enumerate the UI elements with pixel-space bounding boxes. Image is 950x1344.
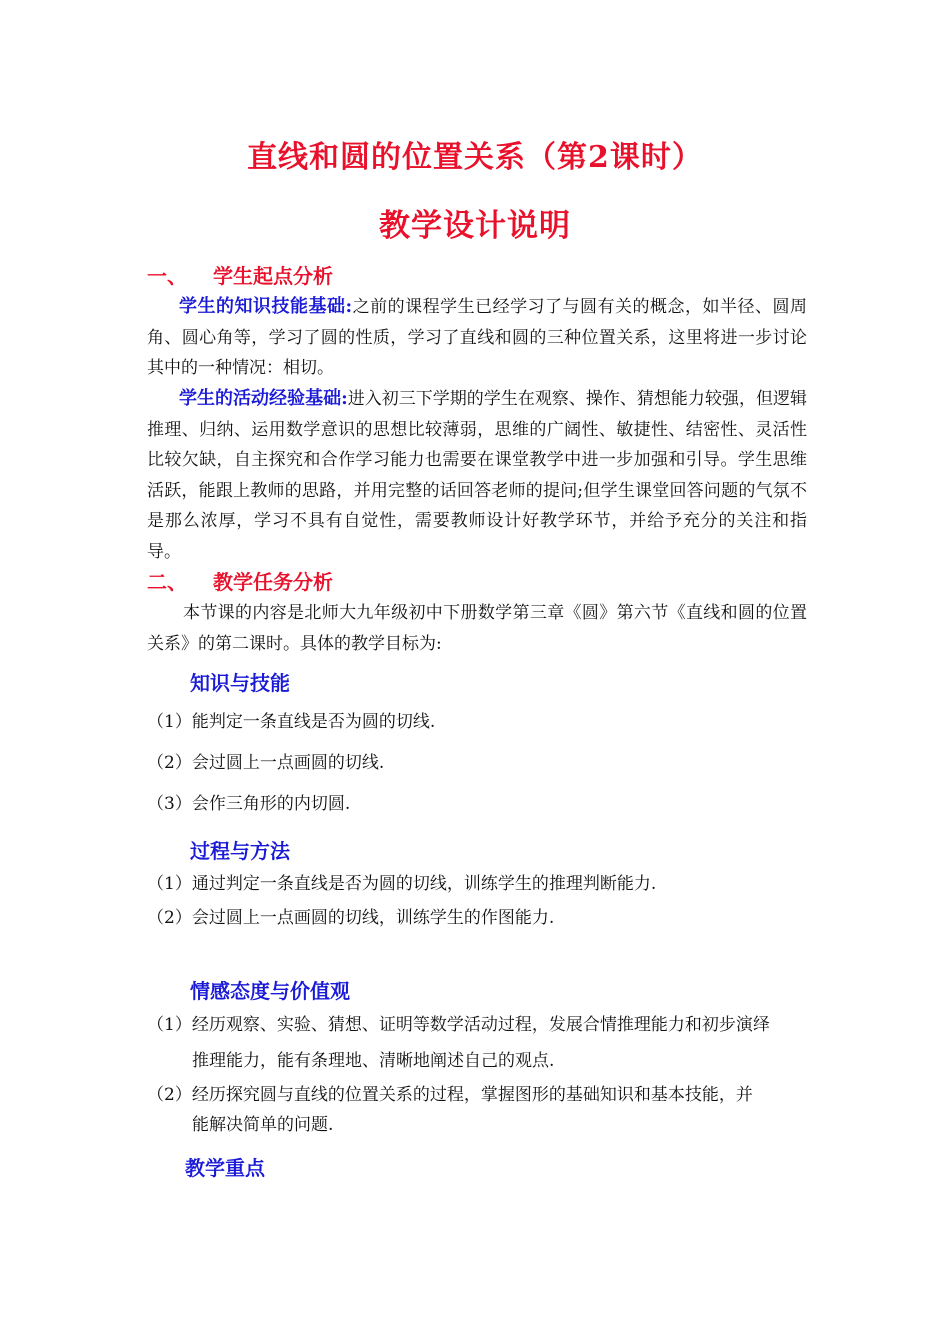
list-item-first-line: （2）经历探究圆与直线的位置关系的过程，掌握图形的基础知识和基本技能，并 [147,1085,753,1105]
paragraph-activity-basis [147,384,807,567]
subheading-knowledge: 知识与技能 [190,671,290,695]
list-item-continuation: 能解决简单的问题. [192,1115,334,1135]
document-subtitle: 教学设计说明 [379,208,571,244]
section-heading-1 [147,260,333,289]
list-item: （3）会作三角形的内切圆. [147,794,351,814]
section-number: 二、 [147,570,187,594]
document-title: 直线和圆的位置关系（第2课时） [247,140,703,175]
list-item: （2）会过圆上一点画圆的切线. [147,753,385,773]
paragraph-task-intro: 本节课的内容是北师大九年级初中下册数学第三章《圆》第六节《直线和圆的位置关系》的第二课时。具体的教学目标为: [147,603,807,654]
paragraph-lead: 学生的知识技能基础: [179,296,353,317]
section-number: 一、 [147,264,187,288]
subheading-key-points: 教学重点 [185,1156,265,1180]
paragraph-knowledge-basis [147,292,807,384]
list-item-continuation: 推理能力，能有条理地、清晰地阐述自己的观点. [192,1051,555,1071]
list-item [147,1010,817,1076]
list-item: （1）通过判定一条直线是否为圆的切线，训练学生的推理判断能力. [147,874,657,894]
list-item-first-line: （1）经历观察、实验、猜想、证明等数学活动过程，发展合情推理能力和初步演绎 [147,1015,770,1035]
list-item [147,1080,817,1140]
paragraph-text: 进入初三下学期的学生在观察、操作、猜想能力较强，但逻辑推理、归纳、运用数学意识的思想比较薄弱，思维的广阔性、敏捷性、结密性、灵活性比较欠缺，自主探究和合作学习能力也需要在课堂教学中进一步加强和引导。学生思维活跃，能跟上教师的思路，并用完整的话回答老师的提问;但学生课堂回答问题的气氛不是那么浓厚，学习不具有自觉性，需要教师设计好教学环节，并给予充分的关注和指导。 [147,389,807,562]
section-heading-2 [147,566,333,595]
paragraph-text: 之前的课程学生已经学习了与圆有关的概念，如半径、圆周角、圆心角等，学习了圆的性质，学习了直线和圆的三种位置关系，这里将进一步讨论其中的一种情况：相切。 [147,297,807,378]
paragraph-lead: 学生的活动经验基础: [179,388,348,409]
section-title: 学生起点分析 [213,264,333,288]
section-title: 教学任务分析 [213,570,333,594]
list-item: （1）能判定一条直线是否为圆的切线. [147,712,436,732]
subheading-process: 过程与方法 [190,839,290,863]
subheading-emotion: 情感态度与价值观 [190,979,350,1003]
list-item: （2）会过圆上一点画圆的切线，训练学生的作图能力. [147,908,555,928]
